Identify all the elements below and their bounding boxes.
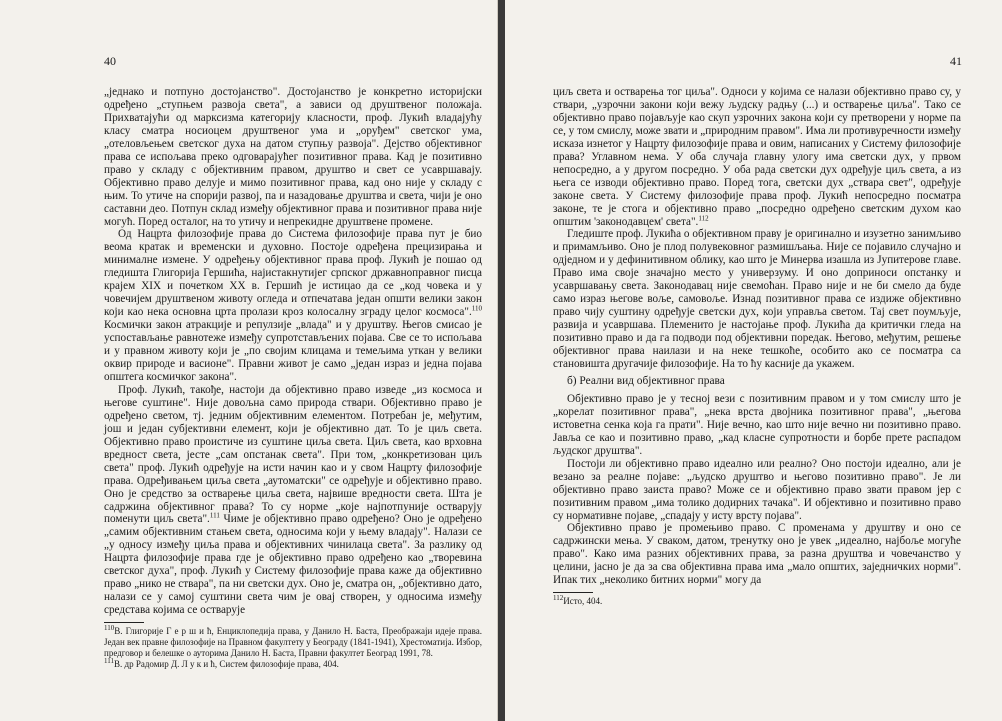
left-page-body [104, 86, 482, 670]
footnote-divider [104, 622, 144, 623]
paragraph: Гледиште проф. Лукића о објективном праву је оригинално и изузетно занимљиво и примамљиво. Оно је плод полувековног размишљања. Није се појавило случајно и одједном и у дефинитивном облику, као што је Минерва изашла из Јупитерове главе. Право има своје значајно место у универзуму. И оно доприноси опстанку и усавршавању света. Законодавац није свемоћан. Право није и не би смело да буде само израз његове воље, самовоље. Изнад позитивног права се издиже објективно право чију суштину одређује светски дух, који управља светом. Тај свет поумљује, развија и усавршава. Племенито је настојање проф. Лукића да критички гледа на позитивно право и да га подводи под објективни поредак. Његово, међутим, решење објективног права наилази и на неке тешкоће, особито ако се посматра са становишта другачије филозофије. На то ћу касније да укажем. [553, 228, 961, 371]
right-page [505, 0, 1002, 721]
footnote: $^{111}$В. др Радомир Д. Л у к и ћ, Систем филозофије права, 404. [104, 657, 339, 670]
paragraph: циљ света и остварења тог циља". Односи у којима се налази објективно право су, у ствари, „узрочни закони који вежу људску радњу (...) и остварење циља". Тако се објективно право појављује као скуп узрочних закона који су претворени у норме па се, у том смислу, може звати и „природним правом". Има ли противуречности између исказа изнетог у Нацрту филозофије права и овим, написаних у Систему филозофије права? Углавном нема. У оба случаја главну улогу има светски дух, у првом непосредно, а у другом посредно. У оба рада светски дух одређује циљ света, а из њега се изводи објективно право. Поред тога, светски дух „ствара свет", одређује законе света. У Систему филозофије права проф. Лукић непосредно посматра законе, те је стога и објективно право „посредно одређено светским духом као општим 'законодавцем' света".$^{112}$ [553, 86, 961, 228]
book-spine [498, 0, 505, 721]
footnote: $^{110}$В. Глигорије Г е р ш и ћ, Енциклопедија права, у Данило Н. Баста, Преображаји идеје права. Један век правне филозофије на Правном факултету у Београду (1841-1941), Хрестоматија. Избор, предговор и белешке о ауторима Данило Н. Баста, Правни факултет Београд 1991, 78. [104, 624, 482, 659]
page-number-right: 41 [950, 54, 962, 68]
footnote-ref: 111 [209, 511, 220, 520]
paragraph: Проф. Лукић, такође, настоји да објективно право изведе „из космоса и његове суштине". Није довољна само природа ствари. Објективно право је одређено светом, тј. једним објективним елементом. Потребан је, међутим, још и један субјективни елемент, који је објективно дат. То је циљ света. Објективно право проистиче из суштине циља света. Циљ света, као врховна вредност света, јесте „сам опстанак света". При том, „конкретизован циљ света" проф. Лукић одређује на исти начин као и у свом Нацрту филозофије права. Одређивањем циља света „аутоматски" се одређује и објективно право. Оно је средство за остварење циља света, највише вредности света. Шта је садржина објективног права? То су норме „које најпотпуније остварују поменути циљ света".$^{111}$ Чиме је објективно право одређено? Оно је одређено „самим објективним стањем света, односима који у њему владају". Налази се „у односу између циља права и објективних чинилаца света". За разлику од Нацрта филозофије права где је објективно право одређено као „творевина светског духа", проф. Лукић у Систему филозофије права каже да објективно право „нико не ствара", па ни светски дух. Оно је, сматра он, „објективно дато, налази се у самој суштини света чим је овај створен, у односима између средстава којима се остварује [104, 383, 483, 617]
footnote-divider [553, 592, 593, 593]
page-number-left: 40 [104, 54, 116, 68]
footnote: $^{112}$Исто, 404. [553, 594, 603, 607]
right-page-body [553, 86, 961, 607]
footnote-ref: 112 [698, 213, 709, 222]
paragraph: „једнако и потпуно достојанство". Достојанство је конкретно историјски одређено „ступњем развоја света", а зависи од друштвеног положаја. Прихватајући од марксизма категорију класности, проф. Лукић владајућу класу смaтра носиоцем друштвеног ума и „оруђем" светског ума, „отеловљењем светског духа на датом ступњу развоја". Дејство објективног права се испољава преко одговарајућег позитивног права. Кад је позитивно право у складу с објективним правом, друштво и свет се усавршавају. Објективно право делује и мимо позитивног права, кад оно није у складу с њим. То утиче на спорији развој, па и назадовање друштва и света, чији је оно саставни део. Потпун склад између објективног права и позитивног права није могућ. Поред осталог, на то утичу и непрекидне друштвене промене. [104, 86, 482, 228]
left-page [0, 0, 498, 721]
section-heading: б) Реални вид објективног права [567, 374, 725, 387]
paragraph: Објективно право је у тесној вези с позитивним правом и у том смислу што је „корелат позитивног права", „нека врста двојника позитивног права", „његова истоветна сенка која га прати". Није вечно, као што није вечно ни позитивно право. Јавља се као и позитивно право, „кад класне супротности и борбе прете распадом људског друштва". [553, 392, 961, 457]
paragraph: Од Нацрта филозофије права до Система филозофије права пут је био веома кратак и временски и духовно. Постоје одређена прецизирања и минималне измене. У одређењу објективног права проф. Лукић је пошао од гледишта Глигорија Гершића, најистакнутијег српског државноправног писца крајем XIX и почетком XX в. Гершић је истицао да се „код човека и у човечијем друштвеном животу огледа и отпечатава један општи велики закон који као нека основна црта пролази кроз колосалну зграду целог космоса".$^{110}$ Космички закон атракције и репулзије „влада" и у друштву. Његов смисао је успостављање равнотеже између супротстављених појава. Све се то испољава и у правном животу који је „по својим клицама и темељима уткан у велики оквир природе и васионе". Правни живот је само „један израз и једна појава општега космичког закона". [104, 228, 482, 383]
footnote-ref: 110 [471, 304, 482, 313]
paragraph: Објективно право је промењиво право. С променама у друштву и оно се садржински мења. У сваком, датом, тренутку оно је увек „идеално, најбоље могуће право". Како има разних објективних права, за разна друштва и човечанство у целини, јасно је да за сва објективна права има „мало општих, заједничких норми". Ипак тих „неколико битних норми" могу да [553, 522, 961, 587]
paragraph: Постоји ли објективно право идеално или реално? Оно постоји идеално, али је везано за реалне појаве: „људско друштво и његово позитивно право". Је ли објективно право заиста право? Може се и објективно право звати правом јер с позитивним правом „има толико додирних тачака". И објективно и позитивно право су нормативне појаве, „спадају у исту врсту појава". [553, 457, 961, 522]
